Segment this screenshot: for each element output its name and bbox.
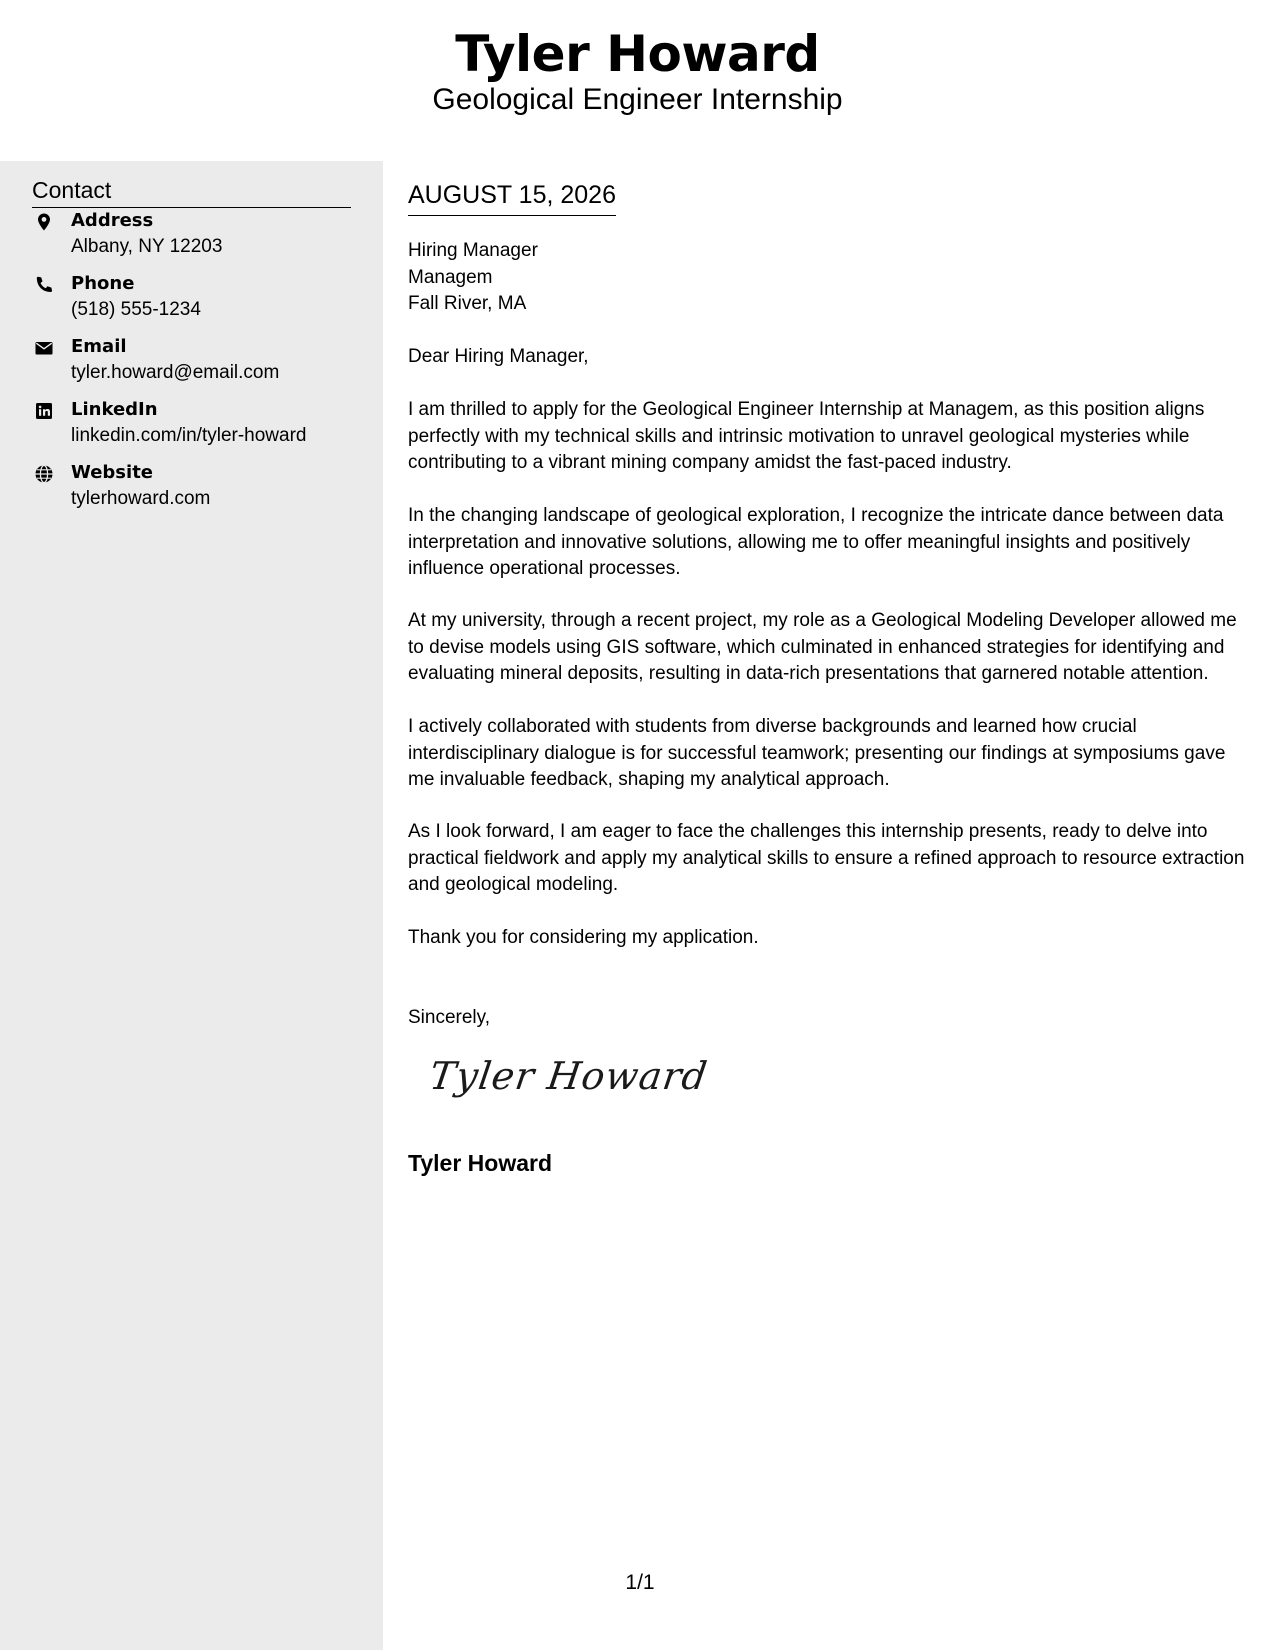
globe-icon bbox=[34, 464, 54, 484]
letter-date: AUGUST 15, 2026 bbox=[408, 179, 616, 216]
contact-label: Email bbox=[71, 336, 127, 357]
contact-value: tyler.howard@email.com bbox=[71, 362, 280, 383]
contact-label: LinkedIn bbox=[71, 399, 158, 420]
target-role: Geological Engineer Internship bbox=[432, 83, 843, 116]
paragraph: In the changing landscape of geological exploration, I recognize the intricate dance between data interpretation and innovative solutions, allowing me to offer meaningful insights and positively influence operational processes. bbox=[408, 505, 1224, 579]
contact-sidebar bbox=[0, 161, 383, 1650]
closing: Sincerely, bbox=[408, 1007, 491, 1028]
contact-item-address bbox=[32, 209, 362, 265]
recipient-line: Hiring Manager bbox=[408, 240, 538, 261]
contact-value: Albany, NY 12203 bbox=[71, 236, 223, 257]
contact-label: Address bbox=[71, 210, 154, 231]
recipient-line: Managem bbox=[408, 266, 493, 288]
recipient-block bbox=[408, 238, 538, 318]
page-number: 1/1 bbox=[625, 1571, 655, 1594]
location-pin-icon bbox=[34, 212, 54, 232]
handwritten-signature: Tyler Howard bbox=[426, 1054, 711, 1098]
signer-name: Tyler Howard bbox=[408, 1150, 552, 1176]
contact-value: (518) 555-1234 bbox=[71, 299, 201, 320]
linkedin-icon bbox=[34, 401, 54, 421]
contact-item-linkedin bbox=[32, 398, 362, 454]
envelope-icon bbox=[34, 338, 54, 358]
phone-icon bbox=[34, 275, 54, 295]
paragraph: I actively collaborated with students from diverse backgrounds and learned how crucial interdisciplinary dialogue is for successful teamwork; presenting our findings at symposiums gave me invaluable feedback, shaping my analytical approach. bbox=[408, 716, 1226, 790]
paragraph: As I look forward, I am eager to face the challenges this internship presents, ready to delve into practical fieldwork and apply my analytical skills to ensure a refined approach to resource extraction and geological modeling. bbox=[408, 821, 1245, 895]
paragraph: I am thrilled to apply for the Geological Engineer Internship at Managem, as this position aligns perfectly with my technical skills and intrinsic motivation to unravel geological mysteries while contributing to a vibrant mining company amidst the fast-paced industry. bbox=[408, 399, 1205, 473]
contact-item-email bbox=[32, 335, 362, 391]
paragraph: Thank you for considering my application. bbox=[408, 927, 759, 948]
contact-value: tylerhoward.com bbox=[71, 488, 211, 509]
contact-label: Website bbox=[71, 462, 154, 483]
applicant-name: Tyler Howard bbox=[455, 25, 820, 83]
salutation: Dear Hiring Manager, bbox=[408, 346, 589, 367]
contact-value: linkedin.com/in/tyler-howard bbox=[71, 425, 307, 446]
recipient-line: Fall River, MA bbox=[408, 293, 527, 314]
paragraph: At my university, through a recent project, my role as a Geological Modeling Developer allowed me to devise models using GIS software, which culminated in enhanced strategies for identifying and evaluating mineral deposits, resulting in data-rich presentations that garnered notable attention. bbox=[408, 610, 1237, 684]
contact-item-website bbox=[32, 461, 362, 517]
contact-heading: Contact bbox=[32, 175, 351, 208]
letter-header bbox=[0, 0, 1275, 160]
contact-label: Phone bbox=[71, 273, 135, 294]
contact-item-phone bbox=[32, 272, 362, 328]
